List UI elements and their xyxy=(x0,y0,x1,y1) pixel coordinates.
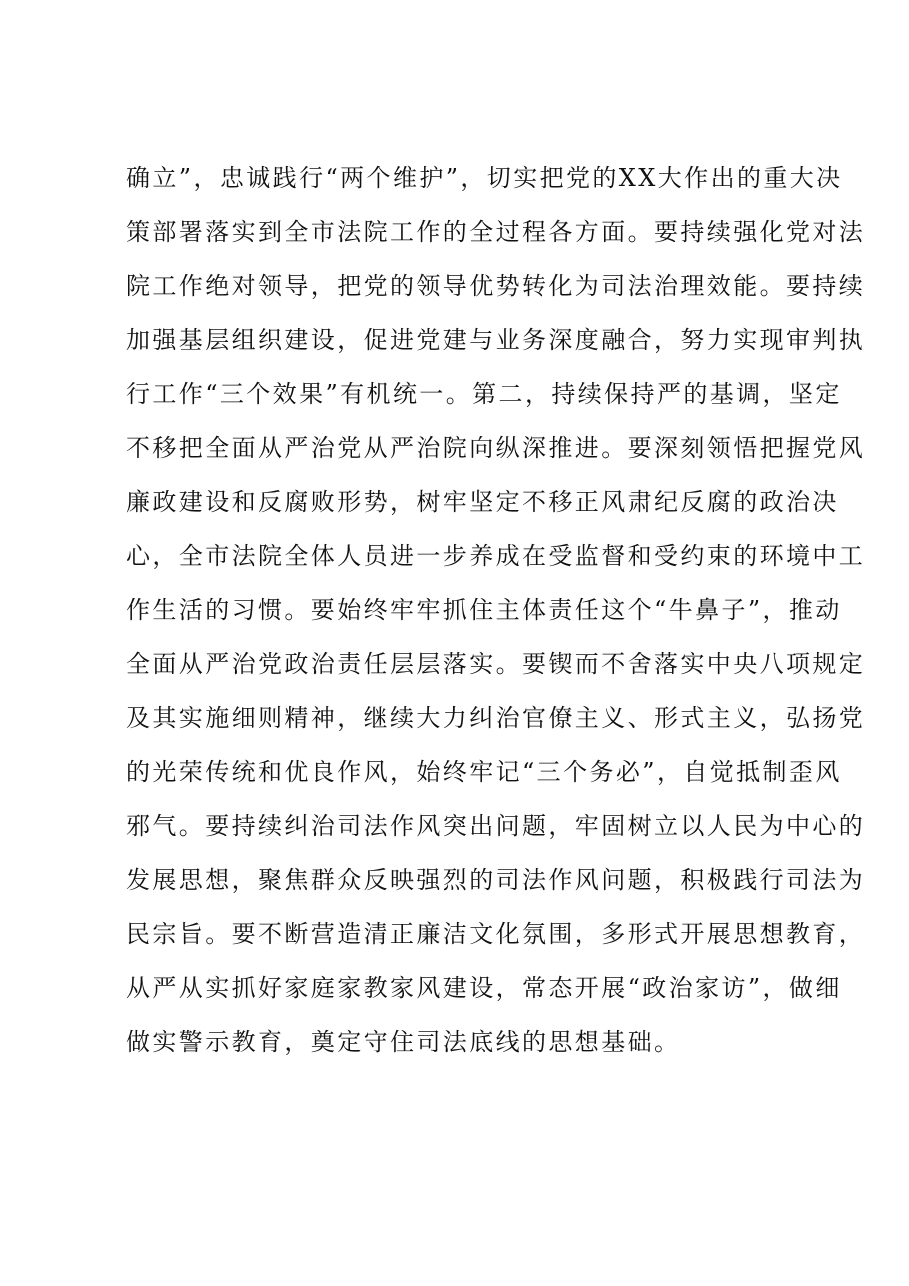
text-line: 不移把全面从严治党从严治院向纵深推进。要深刻领悟把握党风 xyxy=(126,434,866,462)
text-line: 确立”，忠诚践行“两个维护”，切实把党的XX大作出的重大决 xyxy=(126,164,843,192)
text-line: 做实警示教育，奠定守住司法底线的思想基础。 xyxy=(126,1028,681,1056)
text-line: 心，全市法院全体人员进一步养成在受监督和受约束的环境中工 xyxy=(126,542,866,570)
text-line: 的光荣传统和优良作风，始终牢记“三个务必”，自觉抵制歪风 xyxy=(126,758,842,786)
text-line: 及其实施细则精神，继续大力纠治官僚主义、形式主义，弘扬党 xyxy=(126,704,866,732)
text-line: 发展思想，聚焦群众反映强烈的司法作风问题，积极践行司法为 xyxy=(126,866,866,894)
text-line: 从严从实抓好家庭家教家风建设，常态开展“政治家访”，做细 xyxy=(126,974,842,1002)
body-paragraph xyxy=(126,151,866,1069)
text-line: 加强基层组织建设，促进党建与业务深度融合，努力实现审判执 xyxy=(126,326,866,354)
text-line: 策部署落实到全市法院工作的全过程各方面。要持续强化党对法 xyxy=(126,218,866,246)
text-line: 院工作绝对领导，把党的领导优势转化为司法治理效能。要持续 xyxy=(126,272,866,300)
text-line: 邪气。要持续纠治司法作风突出问题，牢固树立以人民为中心的 xyxy=(126,812,866,840)
text-line: 作生活的习惯。要始终牢牢抓住主体责任这个“牛鼻子”，推动 xyxy=(126,596,842,624)
text-line: 行工作“三个效果”有机统一。第二，持续保持严的基调，坚定 xyxy=(126,380,842,408)
text-line: 全面从严治党政治责任层层落实。要锲而不舍落实中央八项规定 xyxy=(126,650,866,678)
text-line: 廉政建设和反腐败形势，树牢坚定不移正风肃纪反腐的政治决 xyxy=(126,488,839,516)
text-line: 民宗旨。要不断营造清正廉洁文化氛围，多形式开展思想教育， xyxy=(126,920,866,948)
